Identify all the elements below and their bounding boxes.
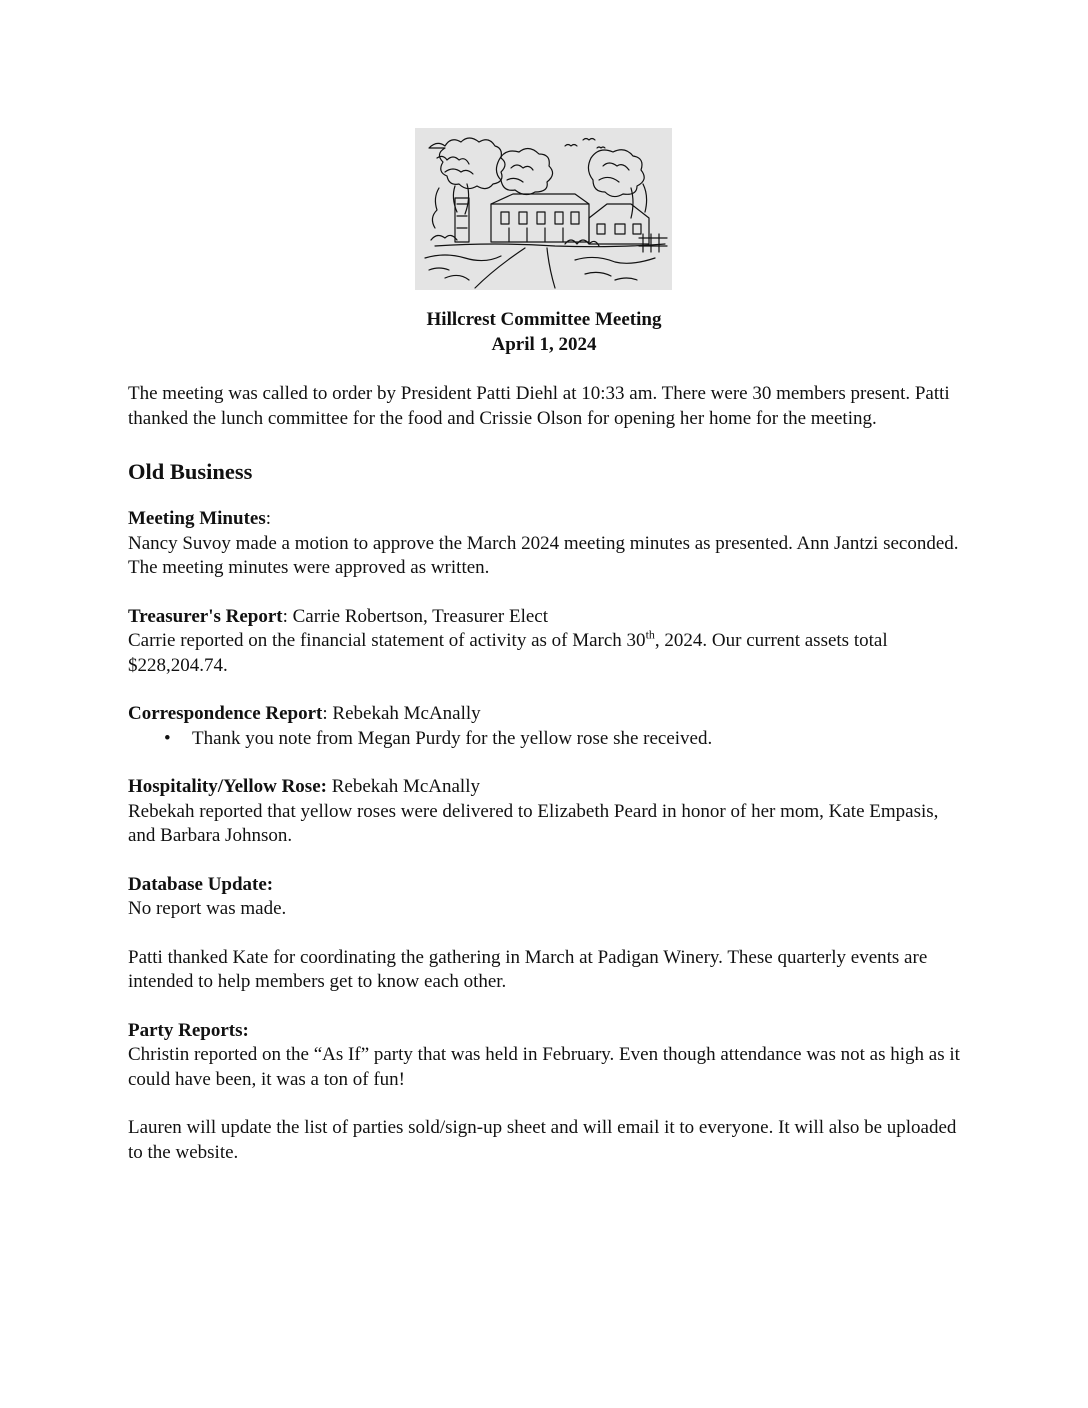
- list-item: • Thank you note from Megan Purdy for the yellow rose she received.: [192, 727, 968, 752]
- intro-paragraph: The meeting was called to order by President Patti Diehl at 10:33 am. There were 30 members present. Patti thanked the lunch committee for the food and Crissie Olson for opening her home for the meeting.: [128, 383, 950, 429]
- minutes-heading: [128, 507, 968, 532]
- treasurer-text-start: Carrie reported on the financial statement of activity as of March 30: [128, 630, 646, 651]
- document-heading: [0, 307, 1088, 357]
- minutes-label: Meeting Minutes: [128, 508, 266, 529]
- treasurer-label-suffix: : Carrie Robertson, Treasurer Elect: [282, 605, 549, 627]
- hospitality-label: Hospitality/Yellow Rose:: [128, 776, 327, 797]
- correspondence-list: [128, 727, 968, 752]
- minutes-text: Nancy Suvoy made a motion to approve the March 2024 meeting minutes as presented. Ann Jantzi seconded. The meeting minutes were approved as written.: [128, 532, 959, 578]
- section-heading-old-business: Old Business: [128, 459, 253, 484]
- party-label: Party Reports:: [128, 1019, 249, 1041]
- meeting-title: Hillcrest Committee Meeting: [426, 309, 662, 330]
- database-label: Database Update:: [128, 873, 274, 895]
- treasurer-label: Treasurer's Report: [128, 605, 283, 627]
- treasurer-text-superscript: th: [645, 627, 655, 642]
- meeting-date: April 1, 2024: [491, 334, 597, 355]
- correspondence-heading: [128, 702, 968, 727]
- gathering-paragraph: Patti thanked Kate for coordinating the gathering in March at Padigan Winery. These quarterly events are intended to help members get to know each other.: [128, 946, 928, 992]
- database-text: No report was made.: [128, 898, 287, 919]
- house-illustration: [415, 128, 672, 290]
- correspondence-label: Correspondence Report: [128, 703, 323, 724]
- treasurer-heading: [128, 605, 968, 630]
- treasurer-text: [128, 629, 968, 678]
- hospitality-label-suffix: Rebekah McAnally: [326, 776, 480, 797]
- party-text: Christin reported on the “As If” party that was held in February. Even though attendance was not as high as it could have been, it was a ton of fun!: [128, 1044, 960, 1090]
- minutes-label-suffix: :: [265, 508, 272, 529]
- treasurer-text-end: , 2024. Our current assets total $228,204.74.: [128, 630, 888, 676]
- hospitality-heading: [128, 775, 968, 800]
- document-body: [128, 382, 968, 1165]
- correspondence-label-suffix: : Rebekah McAnally: [322, 703, 481, 724]
- closing-paragraph: Lauren will update the list of parties sold/sign-up sheet and will email it to everyone. It will also be uploaded to the website.: [128, 1117, 957, 1163]
- hospitality-text: Rebekah reported that yellow roses were delivered to Elizabeth Peard in honor of her mom, Kate Empasis, and Barbara Johnson.: [128, 800, 939, 846]
